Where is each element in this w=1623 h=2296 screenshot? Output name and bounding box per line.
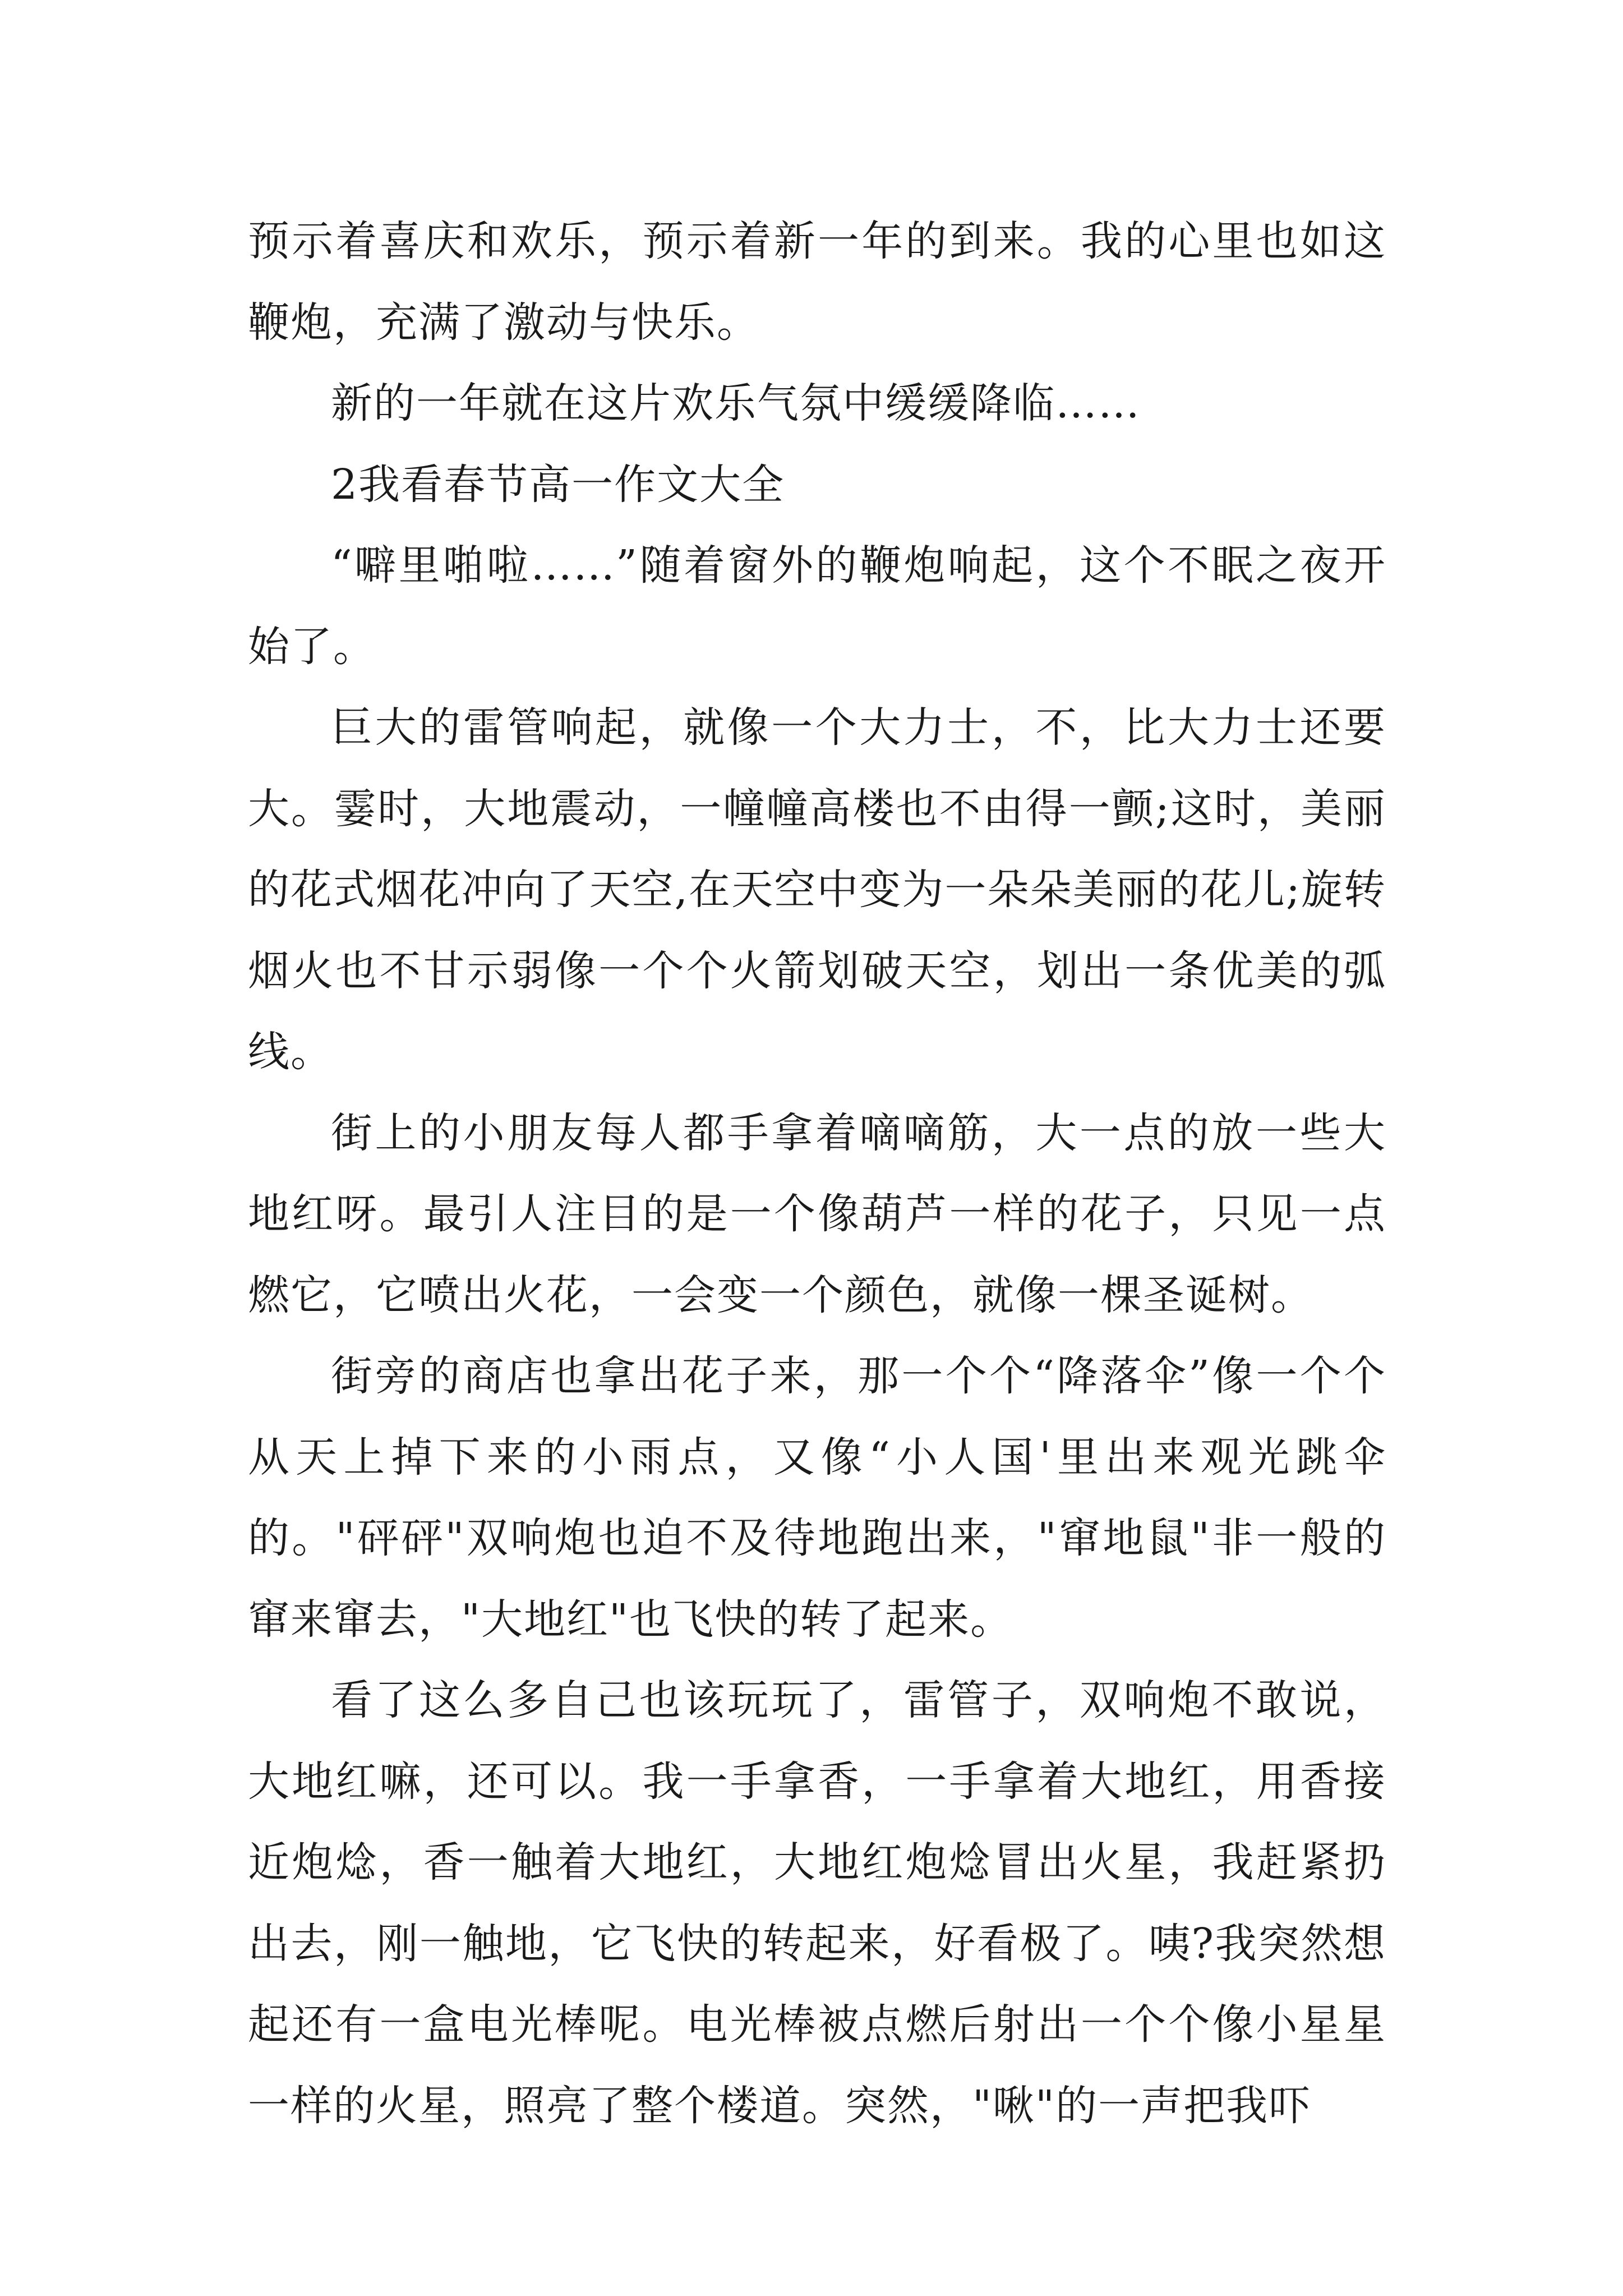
paragraph-1: 预示着喜庆和欢乐，预示着新一年的到来。我的心里也如这鞭炮，充满了激动与快乐。 [248,217,1386,347]
paragraph-2: 新的一年就在这片欢乐气氛中缓缓降临…… [331,379,1141,427]
paragraph-5: 街上的小朋友每人都手拿着嘀嘀筋，大一点的放一些大地红呀。最引人注目的是一个像葫芦一样的花子，只见一点燃它，它喷出火花，一会变一个颜色，就像一棵圣诞树。 [248,1108,1386,1319]
paragraph-6: 街旁的商店也拿出花子来，那一个个“降落伞”像一个个从天上掉下来的小雨点，又像“小人国'里出来观光跳伞的。"砰砰"双响炮也迫不及待地跑出来，"窜地鼠"非一般的窜来窜去，"大地红"也飞快的转了起来。 [248,1352,1386,1644]
paragraph-4: 巨大的雷管响起，就像一个大力士，不，比大力士还要大。霎时，大地震动，一幢幢高楼也不由得一颤;这时，美丽的花式烟花冲向了天空,在天空中变为一朵朵美丽的花儿;旋转烟火也不甘示弱像一个个火箭划破天空，划出一条优美的弧线。 [248,703,1386,1076]
paragraph-3: “噼里啪啦……”随着窗外的鞭炮响起，这个不眠之夜开始了。 [248,541,1386,671]
section-heading: 2我看春节高一作文大全 [331,460,785,509]
document-body [248,201,1386,2146]
paragraph-7: 看了这么多自己也该玩玩了，雷管子，双响炮不敢说，大地红嘛，还可以。我一手拿香，一手拿着大地红，用香接近炮焾，香一触着大地红，大地红炮焾冒出火星，我赶紧扔出去，刚一触地，它飞快的转起来，好看极了。咦?我突然想起还有一盒电光棒呢。电光棒被点燃后射出一个个像小星星一样的火星，照亮了整个楼道。突然，"啾"的一声把我吓 [248,1676,1386,2130]
